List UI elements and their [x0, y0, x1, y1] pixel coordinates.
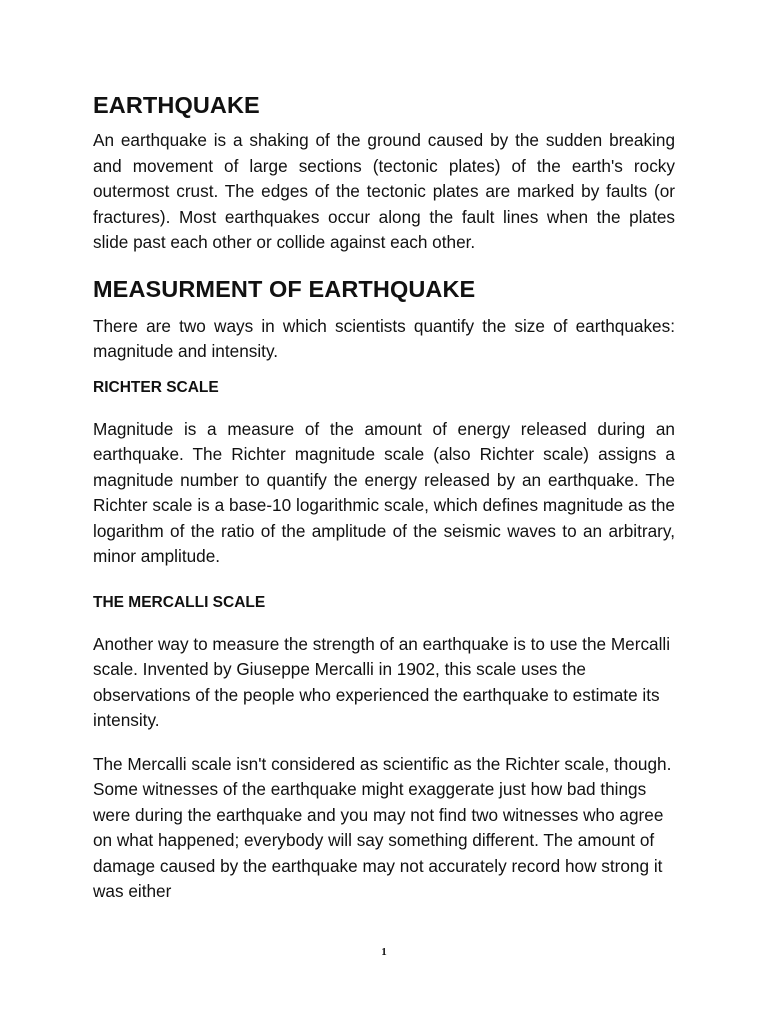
document-title: EARTHQUAKE [93, 92, 260, 118]
mercalli-paragraph-2: The Mercalli scale isn't considered as scientific as the Richter scale, though. Some witnesses of the earthquake might exaggerate just how bad things were during the earthquake and you may not find two witnesses who agree on what happened; everybody will say something different. The amount of damage caused by the earthquake may not accurately record how strong it was either [93, 753, 672, 901]
measurement-paragraph: There are two ways in which scientists quantify the size of earthquakes: magnitude and intensity. [93, 315, 675, 361]
measurement-heading: MEASURMENT OF EARTHQUAKE [93, 275, 476, 302]
mercalli-heading: THE MERCALLI SCALE [93, 593, 266, 611]
richter-heading: RICHTER SCALE [93, 378, 219, 396]
document-page [93, 88, 675, 905]
spacer [93, 614, 675, 632]
mercalli-paragraph-1: Another way to measure the strength of an earthquake is to use the Mercalli scale. Invented by Giuseppe Mercalli in 1902, this scale uses the observations of the people who experienced the earthquake to estimate its intensity. [93, 633, 671, 730]
spacer [93, 399, 675, 417]
spacer [93, 570, 675, 592]
richter-paragraph: Magnitude is a measure of the amount of energy released during an earthquake. The Richter magnitude scale (also Richter scale) assigns a magnitude number to quantify the energy released by an earthquake. The Richter scale is a base-10 logarithmic scale, which defines magnitude as the logarithm of the ratio of the amplitude of the seismic waves to an arbitrary, minor amplitude. [93, 418, 675, 566]
spacer [93, 734, 675, 752]
page-number: 1 [381, 946, 387, 958]
spacer [93, 365, 675, 377]
intro-paragraph: An earthquake is a shaking of the ground caused by the sudden breaking and movement of large sections (tectonic plates) of the earth's rocky outermost crust. The edges of the tectonic plates are marked by faults (or fractures). Most earthquakes occur along the fault lines when the plates slide past each other or collide against each other. [93, 130, 675, 252]
